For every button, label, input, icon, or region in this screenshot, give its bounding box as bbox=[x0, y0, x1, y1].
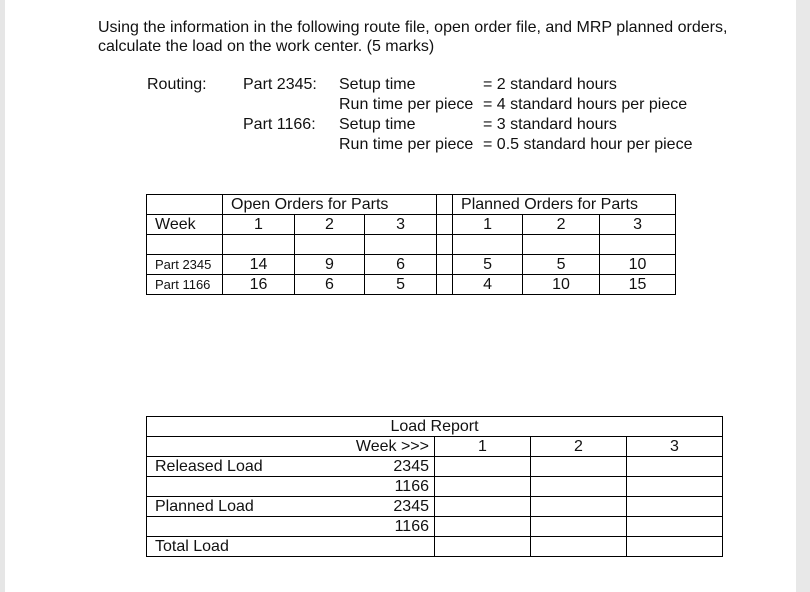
open-order-cell: 14 bbox=[223, 255, 295, 275]
load-cell bbox=[627, 517, 723, 537]
open-orders-header: Open Orders for Parts bbox=[223, 195, 437, 215]
part-label: Part 1166 bbox=[147, 275, 223, 295]
load-cell bbox=[531, 537, 627, 557]
routing-step-name: Setup time bbox=[339, 116, 416, 133]
load-report-week-row bbox=[147, 437, 723, 457]
total-load-label: Total Load bbox=[147, 537, 291, 557]
question-text bbox=[98, 18, 727, 56]
question-line-2: calculate the load on the work center. (5 marks) bbox=[98, 38, 435, 55]
load-cell bbox=[435, 477, 531, 497]
planned-order-cell: 5 bbox=[453, 255, 523, 275]
routing-part-1166: Part 1166: bbox=[243, 116, 316, 133]
routing-step-value: = 2 standard hours bbox=[483, 76, 617, 93]
table-row bbox=[147, 275, 676, 295]
orders-spacer-cell bbox=[437, 215, 453, 235]
part-number: 1166 bbox=[291, 477, 435, 497]
load-week-1: 1 bbox=[435, 437, 531, 457]
orders-table bbox=[146, 194, 676, 295]
load-cell bbox=[435, 497, 531, 517]
load-cell bbox=[531, 497, 627, 517]
open-week-3: 3 bbox=[365, 215, 437, 235]
planned-order-cell: 10 bbox=[600, 255, 676, 275]
routing-step-value: = 0.5 standard hour per piece bbox=[483, 136, 693, 153]
open-order-cell: 6 bbox=[295, 275, 365, 295]
load-cell bbox=[627, 537, 723, 557]
week-label: Week bbox=[147, 215, 223, 235]
planned-order-cell: 15 bbox=[600, 275, 676, 295]
orders-spacer-cell bbox=[437, 255, 453, 275]
routing-step-name: Run time per piece bbox=[339, 96, 474, 113]
load-week-label: Week >>> bbox=[291, 437, 435, 457]
part-number: 2345 bbox=[291, 457, 435, 477]
question-line-1: Using the information in the following route file, open order file, and MRP planned orders, bbox=[98, 19, 728, 36]
open-order-cell: 5 bbox=[365, 275, 437, 295]
load-cell bbox=[627, 497, 723, 517]
planned-load-label: Planned Load bbox=[147, 497, 291, 517]
routing-step-name: Setup time bbox=[339, 76, 416, 93]
planned-week-1: 1 bbox=[453, 215, 523, 235]
table-row bbox=[147, 537, 723, 557]
load-cell bbox=[435, 537, 531, 557]
planned-order-cell: 5 bbox=[523, 255, 600, 275]
part-label: Part 2345 bbox=[147, 255, 223, 275]
load-report-table bbox=[146, 416, 723, 557]
scrollbar[interactable] bbox=[796, 0, 810, 592]
load-cell bbox=[435, 457, 531, 477]
open-order-cell: 9 bbox=[295, 255, 365, 275]
load-cell bbox=[531, 517, 627, 537]
load-week-2: 2 bbox=[531, 437, 627, 457]
routing-step-value: = 3 standard hours bbox=[483, 116, 617, 133]
table-row bbox=[147, 457, 723, 477]
orders-header-row bbox=[147, 195, 676, 215]
planned-order-cell: 4 bbox=[453, 275, 523, 295]
load-report-title-row bbox=[147, 417, 723, 437]
planned-week-2: 2 bbox=[523, 215, 600, 235]
routing-step-value: = 4 standard hours per piece bbox=[483, 96, 688, 113]
routing-step-name: Run time per piece bbox=[339, 136, 474, 153]
load-report-title: Load Report bbox=[147, 417, 723, 437]
routing-label: Routing: bbox=[147, 76, 207, 93]
planned-week-3: 3 bbox=[600, 215, 676, 235]
part-number: 2345 bbox=[291, 497, 435, 517]
table-row bbox=[147, 497, 723, 517]
open-order-cell: 6 bbox=[365, 255, 437, 275]
orders-blank-row bbox=[147, 235, 676, 255]
load-cell bbox=[531, 477, 627, 497]
open-week-2: 2 bbox=[295, 215, 365, 235]
orders-spacer-cell bbox=[437, 195, 453, 215]
load-cell bbox=[435, 517, 531, 537]
table-row bbox=[147, 477, 723, 497]
load-cell bbox=[627, 477, 723, 497]
released-load-label: Released Load bbox=[147, 457, 291, 477]
open-order-cell: 16 bbox=[223, 275, 295, 295]
part-number: 1166 bbox=[291, 517, 435, 537]
load-cell bbox=[531, 457, 627, 477]
load-week-3: 3 bbox=[627, 437, 723, 457]
window-left-edge bbox=[0, 0, 5, 592]
table-row bbox=[147, 517, 723, 537]
planned-order-cell: 10 bbox=[523, 275, 600, 295]
load-cell bbox=[627, 457, 723, 477]
open-week-1: 1 bbox=[223, 215, 295, 235]
orders-spacer-cell bbox=[437, 275, 453, 295]
table-row bbox=[147, 255, 676, 275]
orders-week-row bbox=[147, 215, 676, 235]
planned-orders-header: Planned Orders for Parts bbox=[453, 195, 676, 215]
orders-corner-cell bbox=[147, 195, 223, 215]
routing-part-2345: Part 2345: bbox=[243, 76, 317, 93]
